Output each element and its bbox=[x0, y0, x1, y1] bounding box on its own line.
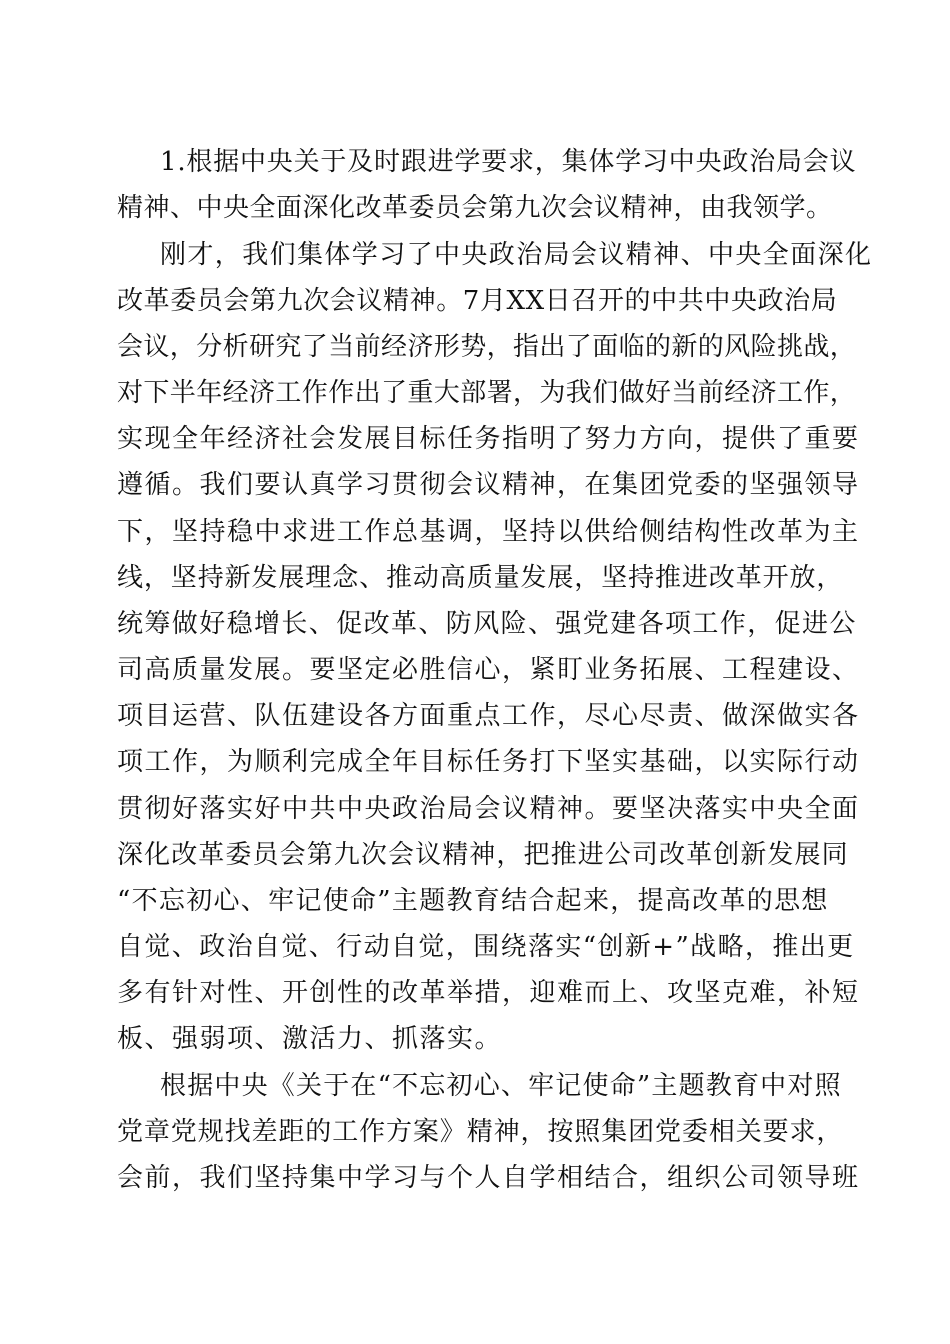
line-text: 司高质量发展。要坚定必胜信心，紧盯业务拓展、工程建设、 bbox=[117, 655, 860, 685]
text-line bbox=[0, 832, 950, 878]
text-line bbox=[0, 924, 950, 970]
text-line bbox=[0, 555, 950, 601]
line-text: 会议，分析研究了当前经济形势，指出了面临的新的风险挑战， bbox=[117, 332, 857, 362]
line-text: 1.根据中央关于及时跟进学要求，集体学习中央政治局会议 bbox=[160, 147, 857, 177]
line-text: 根据中央《关于在“不忘初心、牢记使命”主题教育中对照 bbox=[160, 1071, 842, 1101]
text-line bbox=[0, 416, 950, 462]
line-text: 线，坚持新发展理念、推动高质量发展，坚持推进改革开放， bbox=[117, 563, 844, 593]
text-line bbox=[0, 232, 950, 278]
text-line bbox=[0, 786, 950, 832]
text-line bbox=[0, 1109, 950, 1155]
text-line bbox=[0, 139, 950, 185]
text-line bbox=[0, 1016, 950, 1062]
line-text: 实现全年经济社会发展目标任务指明了努力方向，提供了重要 bbox=[117, 424, 860, 454]
text-line bbox=[0, 970, 950, 1016]
line-text: 改革委员会第九次会议精神。7月XX日召开的中共中央政治局 bbox=[117, 286, 838, 316]
text-line bbox=[0, 1155, 950, 1201]
text-line bbox=[0, 647, 950, 693]
text-line bbox=[0, 601, 950, 647]
text-line bbox=[0, 509, 950, 555]
text-line bbox=[0, 278, 950, 324]
text-line bbox=[0, 185, 950, 231]
line-text: 精神、中央全面深化改革委员会第九次会议精神，由我领学。 bbox=[117, 193, 833, 223]
text-line bbox=[0, 878, 950, 924]
text-line bbox=[0, 1063, 950, 1109]
text-line bbox=[0, 739, 950, 785]
line-text: 下，坚持稳中求进工作总基调，坚持以供给侧结构性改革为主 bbox=[117, 517, 860, 547]
line-text: 项目运营、队伍建设各方面重点工作，尽心尽责、做深做实各 bbox=[117, 701, 860, 731]
text-line bbox=[0, 693, 950, 739]
line-text: 项工作，为顺利完成全年目标任务打下坚实基础，以实际行动 bbox=[117, 747, 860, 777]
text-line bbox=[0, 462, 950, 508]
line-text: 对下半年经济工作作出了重大部署，为我们做好当前经济工作， bbox=[117, 378, 857, 408]
text-line bbox=[0, 370, 950, 416]
line-text: 多有针对性、开创性的改革举措，迎难而上、攻坚克难，补短 bbox=[117, 978, 860, 1008]
line-text: 自觉、政治自觉、行动自觉，围绕落实“创新+”战略，推出更 bbox=[117, 932, 855, 962]
line-text: “不忘初心、牢记使命”主题教育结合起来，提高改革的思想 bbox=[117, 886, 829, 916]
line-text: 会前，我们坚持集中学习与个人自学相结合，组织公司领导班 bbox=[117, 1163, 860, 1193]
text-line bbox=[0, 324, 950, 370]
line-text: 刚才，我们集体学习了中央政治局会议精神、中央全面深化 bbox=[160, 240, 873, 270]
line-text: 贯彻好落实好中共中央政治局会议精神。要坚决落实中央全面 bbox=[117, 794, 860, 824]
line-text: 深化改革委员会第九次会议精神，把推进公司改革创新发展同 bbox=[117, 840, 849, 870]
line-text: 遵循。我们要认真学习贯彻会议精神，在集团党委的坚强领导 bbox=[117, 470, 860, 500]
line-text: 党章党规找差距的工作方案》精神，按照集团党委相关要求， bbox=[117, 1117, 844, 1147]
line-text: 板、强弱项、激活力、抓落实。 bbox=[117, 1024, 503, 1054]
line-text: 统筹做好稳增长、促改革、防风险、强党建各项工作，促进公 bbox=[117, 609, 857, 639]
